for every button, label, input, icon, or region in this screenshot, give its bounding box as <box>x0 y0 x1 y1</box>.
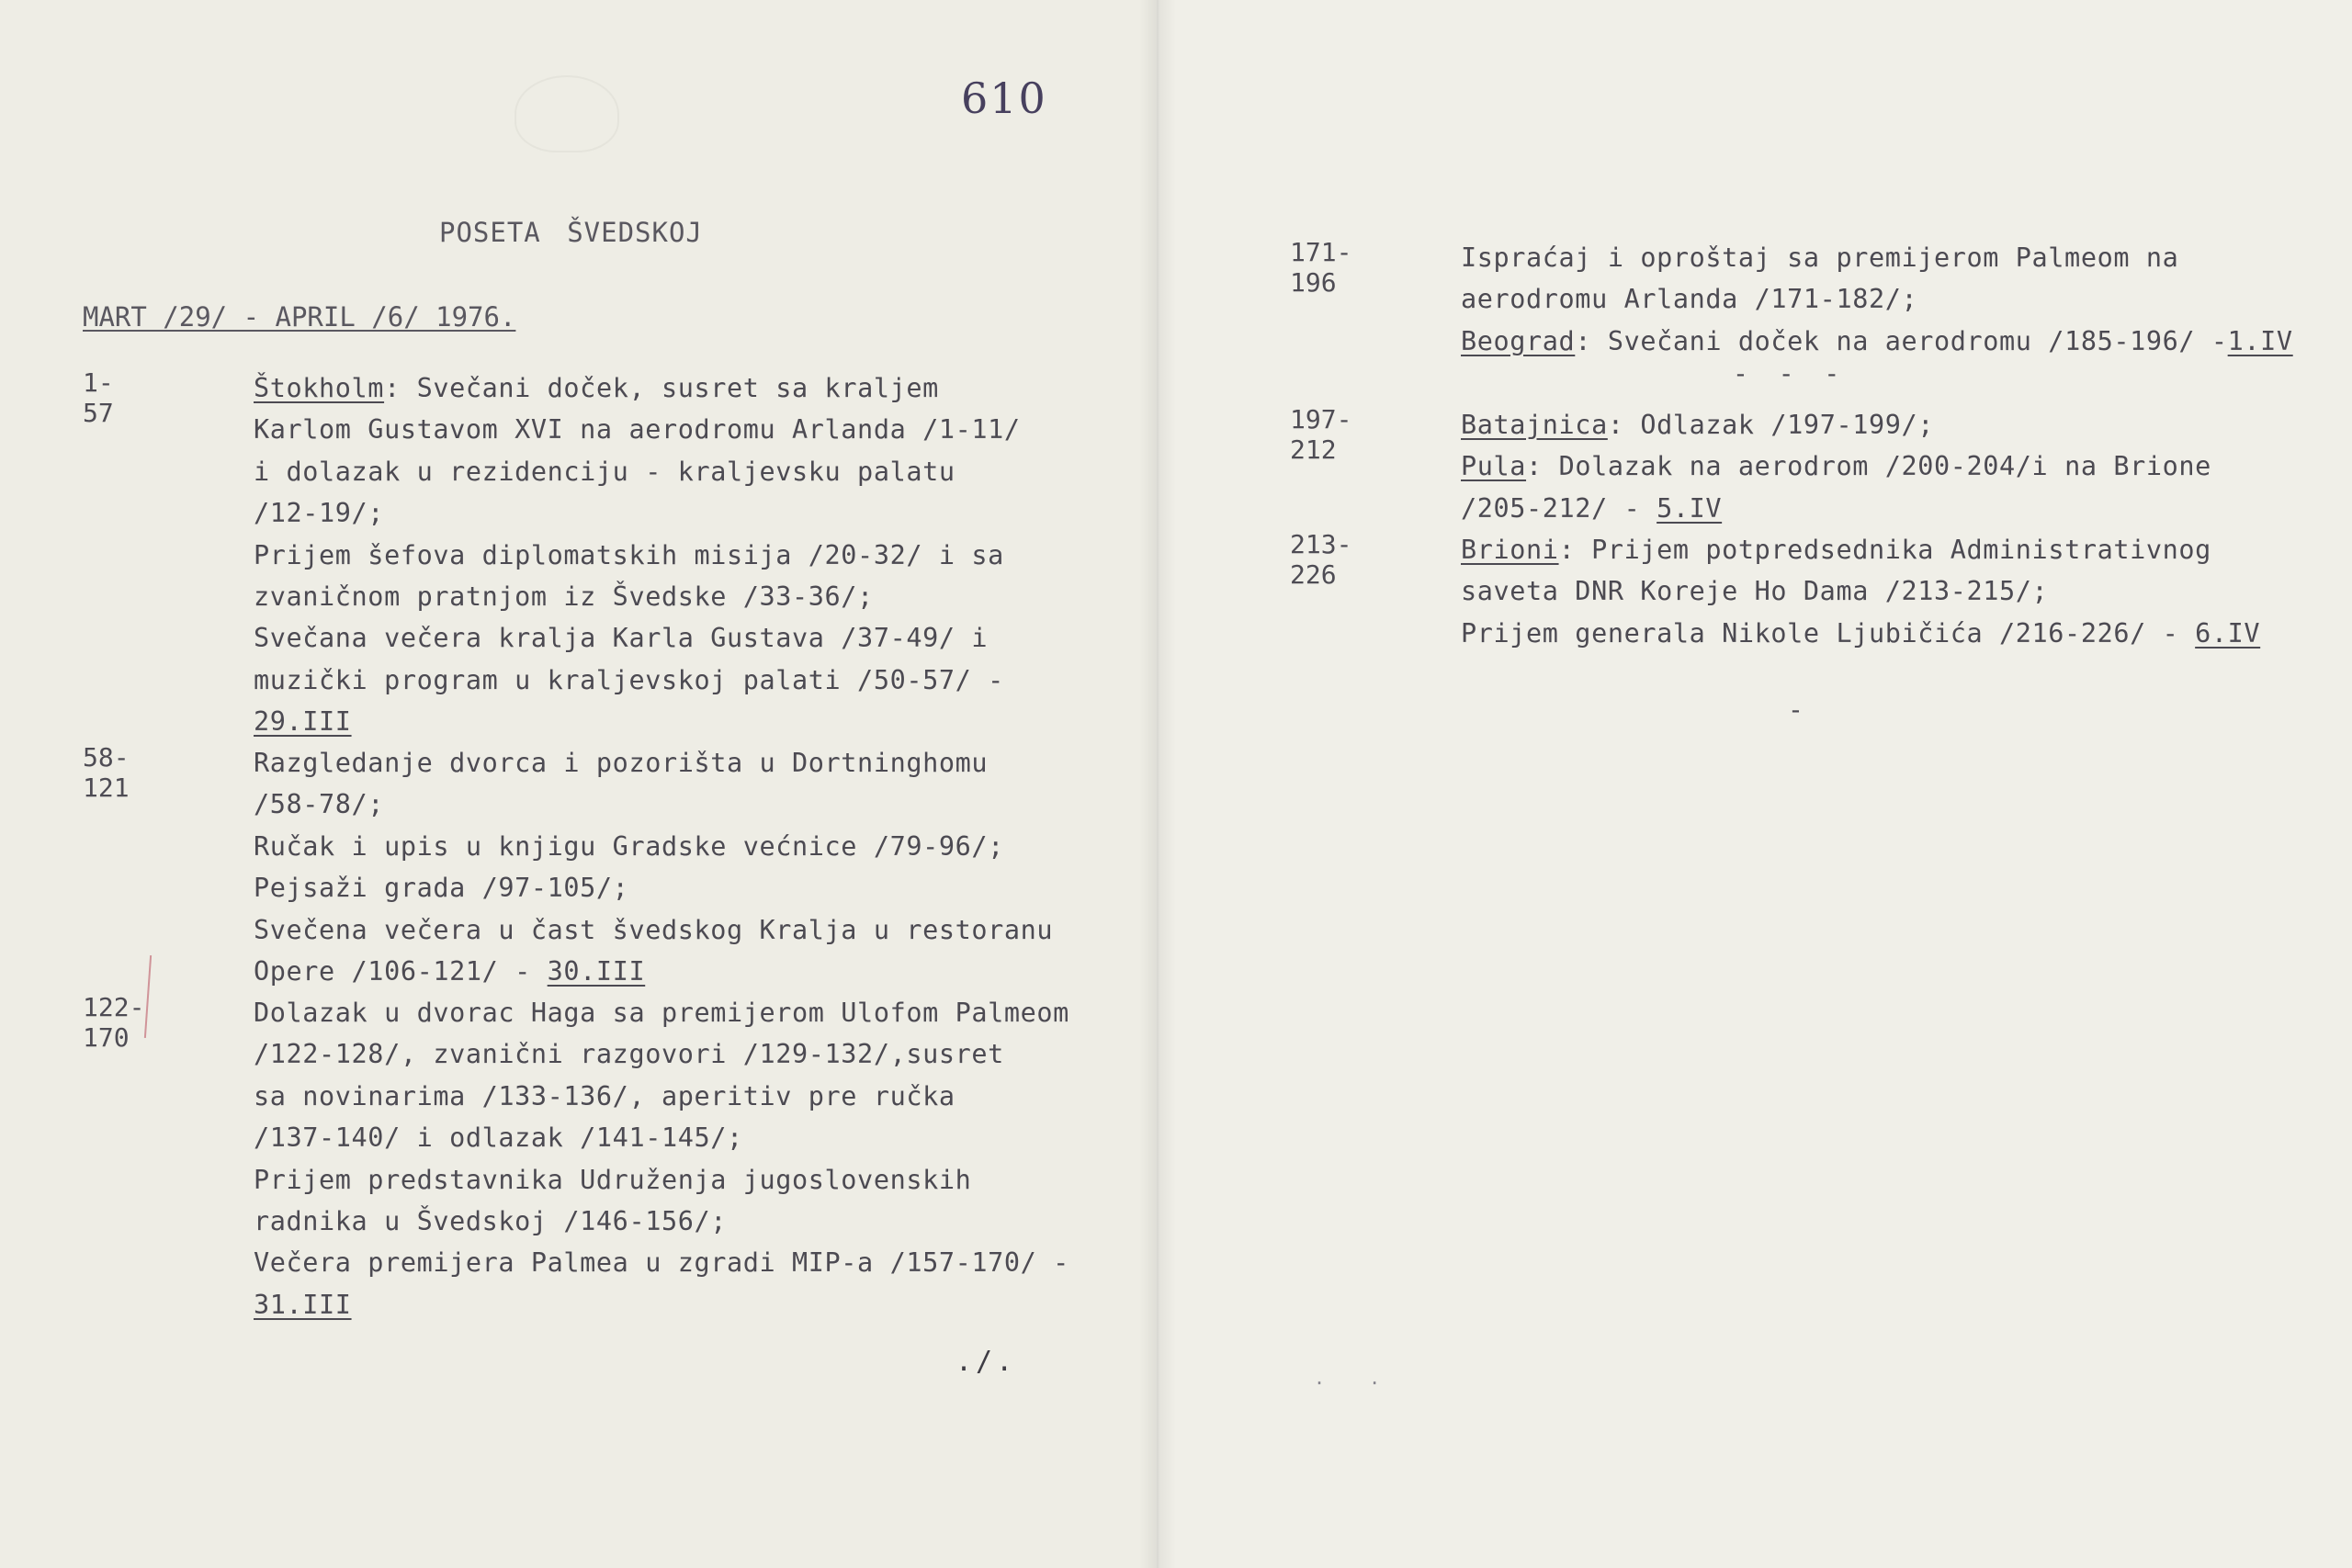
entry-line <box>254 1201 1069 1242</box>
underlined-text: Batajnica <box>1461 410 1608 440</box>
entry-line <box>1461 529 2260 570</box>
continuation-mark: ./. <box>956 1346 1017 1378</box>
entry-text: /12-19/; <box>254 498 385 529</box>
smudge-dots: . . <box>1314 1367 1397 1389</box>
entry-description <box>254 992 1069 1325</box>
entry-text: Ispraćaj i oproštaj sa premijerom Palmeom na <box>1461 243 2179 273</box>
entry-text: zvaničnom pratnjom iz Švedske /33-36/; <box>254 581 874 612</box>
entry-line <box>254 826 1053 867</box>
entry-line <box>1461 278 2293 320</box>
entry-line <box>254 1033 1069 1075</box>
underlined-text: Brioni <box>1461 535 1559 565</box>
underlined-text: Beograd <box>1461 325 1576 356</box>
entry-frame-range: 122-170 <box>83 992 145 1053</box>
right-page <box>1156 0 2352 1568</box>
entry-frame-range: 171-196 <box>1290 237 1352 298</box>
entry-description <box>1461 237 2293 362</box>
entry-text: Razgledanje dvorca i pozorišta u Dortninghomu <box>254 748 989 778</box>
entry-line <box>254 367 1021 409</box>
underlined-text: 1.IV <box>2227 325 2293 356</box>
underlined-text: Štokholm <box>254 373 385 403</box>
entry-line <box>1461 446 2211 487</box>
entry-text: muzički program u kraljevskoj palati /50-57/ - <box>254 664 1004 695</box>
entry-text: i dolazak u rezidenciju - kraljevsku palatu <box>254 456 956 487</box>
entry-text: /137-140/ i odlazak /141-145/; <box>254 1122 743 1154</box>
entry-text: : Prijem potpredsednika Administrativnog <box>1558 535 2211 565</box>
entry-frame-range: 58-121 <box>83 742 130 803</box>
entry-line <box>254 742 1053 784</box>
entry-line <box>254 1242 1069 1283</box>
underlined-text: 6.IV <box>2195 617 2261 649</box>
entry-text: Pejsaži grada /97-105/; <box>254 873 629 904</box>
entry-line <box>1461 237 2293 278</box>
page-gutter <box>1139 0 1176 1568</box>
entry-line <box>254 909 1053 951</box>
entry-text: Svečana večera kralja Karla Gustava /37-49/ i <box>254 623 989 654</box>
underlined-text: Pula <box>1461 451 1527 482</box>
entry-description <box>1461 529 2260 654</box>
section-divider: - - - <box>1733 358 1848 389</box>
faded-emblem-icon <box>514 75 619 152</box>
entry-text: aerodromu Arlanda /171-182/; <box>1461 284 1918 315</box>
entry-text: : Svečani doček na aerodromu /185-196/ - <box>1575 325 2228 356</box>
entry-text: : Odlazak /197-199/; <box>1607 410 1934 440</box>
entry-line <box>254 1284 1069 1325</box>
entry-description <box>1461 404 2211 529</box>
entry-line <box>254 867 1053 908</box>
entry-description <box>254 367 1021 743</box>
entry-line <box>254 409 1021 450</box>
entry-line <box>254 451 1021 492</box>
entry-line <box>254 1076 1069 1117</box>
entry-text: Prijem predstavnika Udruženja jugoslovenskih <box>254 1164 972 1195</box>
entry-text: Svečena večera u čast švedskog Kralja u restoranu <box>254 914 1054 945</box>
entry-text: saveta DNR Koreje Ho Dama /213-215/; <box>1461 576 2049 607</box>
entry-frame-range: 213-226 <box>1290 529 1352 590</box>
entry-text: sa novinarima /133-136/, aperitiv pre ručka <box>254 1080 956 1111</box>
entry-text: Ručak i upis u knjigu Gradske većnice /79-96/; <box>254 830 1004 862</box>
entry-text: Prijem šefova diplomatskih misija /20-32/ i sa <box>254 539 1004 570</box>
underlined-text: 29.III <box>254 706 352 738</box>
entry-line <box>1461 404 2211 446</box>
entry-text: Dolazak u dvorac Haga sa premijerom Ulofom Palmeom <box>254 998 1069 1028</box>
entry-line <box>254 951 1053 992</box>
entry-line <box>1461 488 2211 529</box>
entry-line <box>1461 321 2293 362</box>
entry-text: /205-212/ - <box>1461 492 1657 524</box>
entry-text: /122-128/, zvanični razgovori /129-132/,susret <box>254 1039 1004 1070</box>
underlined-text: 31.III <box>254 1289 352 1320</box>
entry-line <box>254 1117 1069 1158</box>
entry-text: /58-78/; <box>254 789 385 820</box>
document-title: POSETA ŠVEDSKOJ <box>439 217 703 248</box>
entry-line <box>254 1159 1069 1201</box>
entry-line <box>254 701 1021 742</box>
entry-line <box>254 492 1021 534</box>
entry-line <box>254 617 1021 659</box>
entry-text: Večera premijera Palmea u zgradi MIP-a /157-170/ - <box>254 1247 1069 1279</box>
entry-frame-range: 197-212 <box>1290 404 1352 465</box>
underlined-text: 5.IV <box>1657 492 1723 524</box>
date-range: MART /29/ - APRIL /6/ 1976. <box>83 301 516 333</box>
entry-text: radnika u Švedskoj /146-156/; <box>254 1205 727 1236</box>
entry-text: Prijem generala Nikole Ljubičića /216-226/ - <box>1461 617 2196 649</box>
entry-line <box>254 660 1021 701</box>
page-number: 610 <box>961 73 1047 123</box>
entry-line <box>254 535 1021 576</box>
entry-line <box>254 992 1069 1033</box>
entry-text: Karlom Gustavom XVI na aerodromu Arlanda /1-11/ <box>254 414 1021 446</box>
entry-description <box>254 742 1053 992</box>
entry-text: : Dolazak na aerodrom /200-204/i na Brione <box>1526 451 2211 482</box>
entry-line <box>254 576 1021 617</box>
entry-text: : Svečani doček, susret sa kraljem <box>384 373 939 403</box>
entry-line <box>1461 570 2260 612</box>
entry-line <box>1461 613 2260 654</box>
entry-frame-range: 1-57 <box>83 367 114 428</box>
entry-line <box>254 784 1053 825</box>
entry-text: Opere /106-121/ - <box>254 955 548 987</box>
end-dash: - <box>1788 694 1804 725</box>
underlined-text: 30.III <box>547 955 646 987</box>
